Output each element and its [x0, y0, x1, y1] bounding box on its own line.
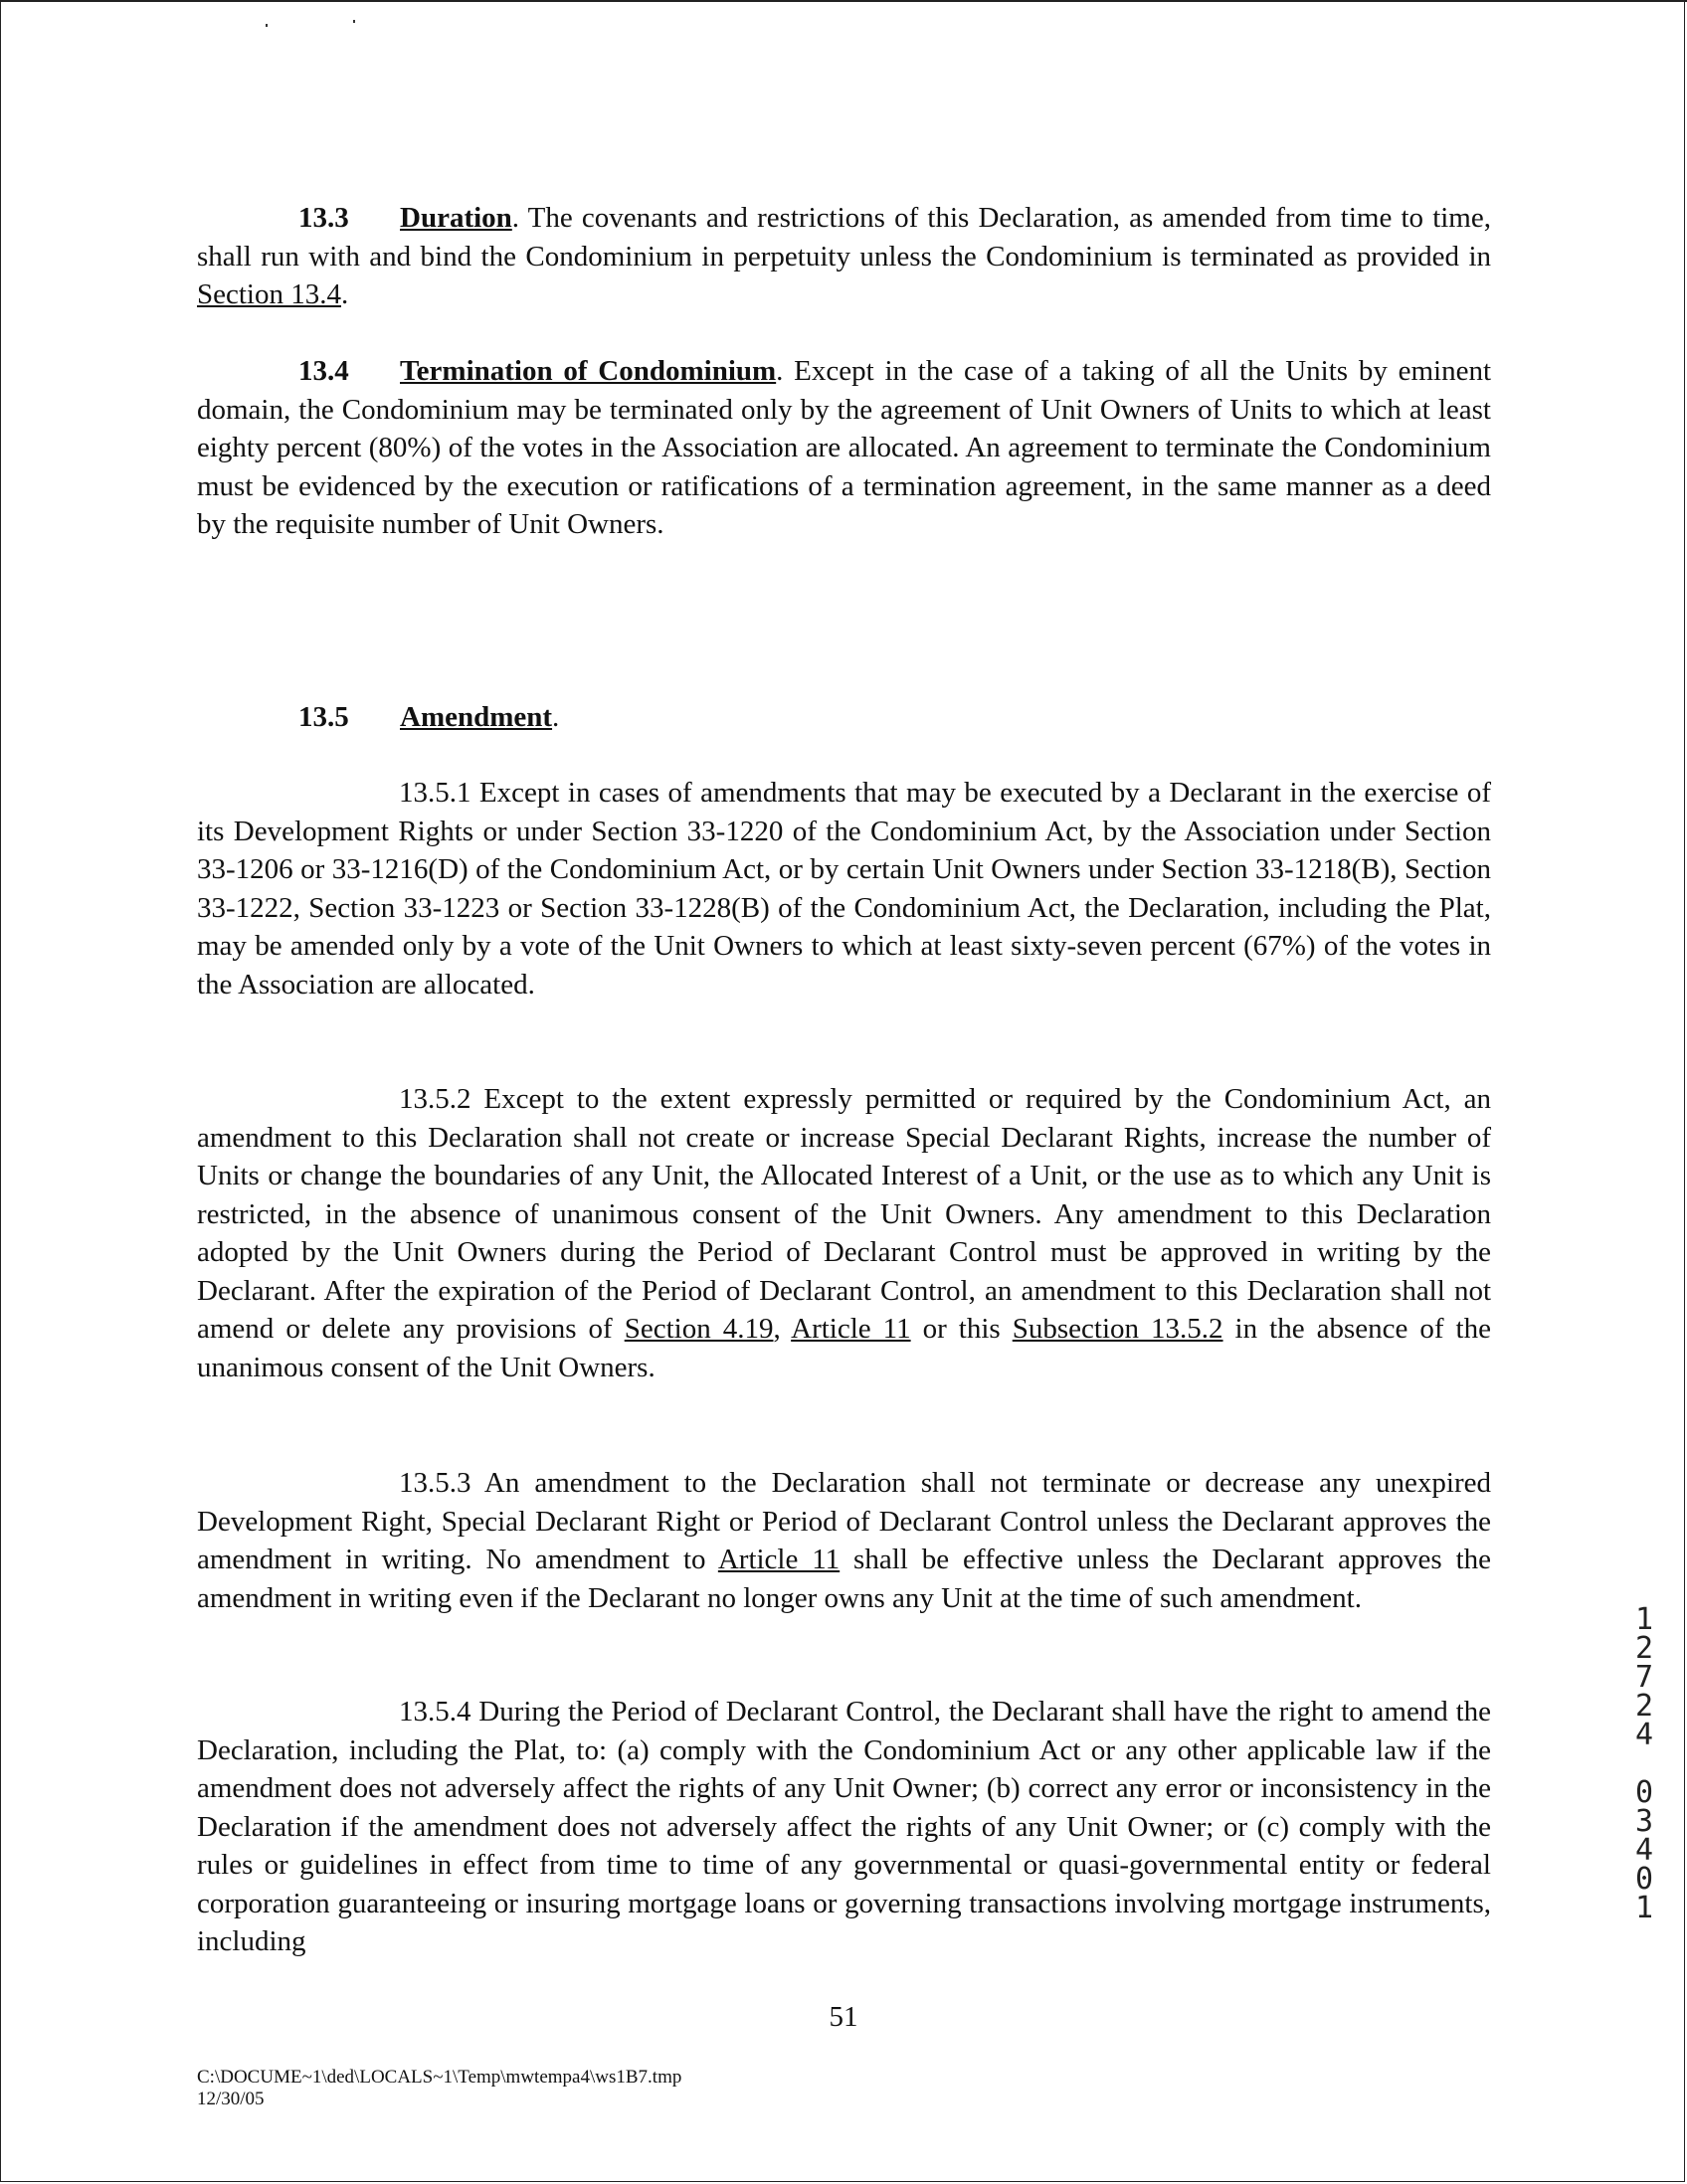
subsection-text: 13.5.4 During the Period of Declarant Control, the Declarant shall have the right to amend the Declaration, including the Plat, to: (a) comply with the Condominium Act or any other applicable law if the amendment does not adversely affect the rights of any Unit Owner; (b) correct any error or inconsistency in the Declaration if the amendment does not adversely affect the rights of any Unit Owner; or (c) comply with the rules or guidelines in effect from time to time of any governmental or quasi-governmental entity or federal corporation guaranteeing or insuring mortgage loans or governing transactions involving mortgage instruments, including [197, 1696, 1491, 1957]
stamp-digit: 1 [1634, 1602, 1654, 1637]
section-title: Termination of Condominium [400, 355, 777, 387]
subsection-text-end: shall be effective unless the Declarant approves the amendment in writing even if the Declarant no longer owns any Unit at the time of such amendment. [197, 1544, 1491, 1614]
section-13-3 [197, 199, 1491, 314]
section-number: 13.4 [298, 355, 349, 387]
separator: , [773, 1313, 792, 1345]
stamp-digit: 0 [1634, 1862, 1654, 1897]
subsection-text: 13.5.2 Except to the extent expressly permitted or required by the Condominium Act, an amendment to this Declaration shall not create or increase Special Declarant Rights, increase the number of Units or change the boundaries of any Unit, the Allocated Interest of a Unit, or the use as to which any Unit is restricted, in the absence of unanimous consent of the Unit Owners. Any amendment to this Declaration adopted by the Unit Owners during the Period of Declarant Control must be approved in writing by the Declarant. After the expiration of the Period of Declarant Control, an amendment to this Declaration shall not amend or delete any provisions of [197, 1083, 1491, 1345]
subsection-text: 13.5.3 An amendment to the Declaration shall not terminate or decrease any unexpired Development Right, Special Declarant Right or Period of Declarant Control unless the Declarant approves the amendment in writing. No amendment to [197, 1467, 1491, 1575]
section-13-5-4 [197, 1693, 1491, 1961]
article-reference: Article 11 [717, 1544, 841, 1575]
section-reference: Section 13.4 [197, 278, 341, 310]
section-text-end: . [341, 278, 349, 310]
section-13-4 [197, 352, 1491, 544]
footer-file-path: C:\DOCUME~1\ded\LOCALS~1\Temp\mwtempa4\ws1B7.tmp [197, 2067, 682, 2088]
section-13-5-1 [197, 774, 1491, 1003]
separator: or this [910, 1313, 1013, 1345]
stamp-digit: 4 [1634, 1718, 1654, 1752]
section-title: Duration [400, 202, 512, 234]
subsection-reference: Subsection 13.5.2 [1012, 1313, 1223, 1345]
footer-date: 12/30/05 [197, 2089, 265, 2109]
article-reference: Article 11 [791, 1313, 911, 1345]
recording-number-stamp [1627, 1602, 1661, 1925]
stamp-digit: 0 [1634, 1775, 1654, 1810]
stamp-digit: 7 [1634, 1660, 1654, 1695]
subsection-text: 13.5.1 Except in cases of amendments that may be executed by a Declarant in the exercise of its Development Rights or under Section 33-1220 of the Condominium Act, by the Association under Section 33-1206 or 33-1216(D) of the Condominium Act, or by certain Unit Owners under Section 33-1218(B), Section 33-1222, Section 33-1223 or Section 33-1228(B) of the Condominium Act, the Declaration, including the Plat, may be amended only by a vote of the Unit Owners to which at least sixty-seven percent (67%) of the votes in the Association are allocated. [197, 777, 1491, 1001]
section-13-5-2 [197, 1080, 1491, 1386]
section-number: 13.3 [298, 202, 349, 234]
section-text: . Except in the case of a taking of all the Units by eminent domain, the Condominium may be terminated only by the agreement of Unit Owners of Units to which at least eighty percent (80%) of the votes in the Association are allocated. An agreement to terminate the Condominium must be evidenced by the execution or ratifications of a termination agreement, in the same manner as a deed by the requisite number of Unit Owners. [197, 355, 1491, 540]
stamp-digit: 4 [1634, 1833, 1654, 1868]
section-reference: Section 4.19 [624, 1313, 774, 1345]
section-number: 13.5 [298, 701, 349, 733]
stamp-digit: 2 [1634, 1689, 1654, 1724]
section-title-suffix: . [552, 701, 560, 733]
section-13-5-heading [197, 698, 1491, 737]
section-13-5-3 [197, 1464, 1491, 1617]
stamp-digit: 2 [1634, 1631, 1654, 1666]
stamp-gap [1627, 1749, 1661, 1778]
footer [197, 2067, 681, 2110]
page-number: 51 [829, 2001, 858, 2033]
scan-speck [353, 20, 355, 23]
section-title: Amendment [400, 701, 553, 733]
section-text: . The covenants and restrictions of this Declaration, as amended from time to time, shall run with and bind the Condominium in perpetuity unless the Condominium is terminated as provided in [197, 202, 1491, 273]
stamp-digit: 3 [1634, 1804, 1654, 1839]
subsection-text-end: in the absence of the unanimous consent of the Unit Owners. [197, 1313, 1491, 1383]
stamp-digit: 1 [1634, 1891, 1654, 1925]
scan-speck [266, 24, 268, 27]
